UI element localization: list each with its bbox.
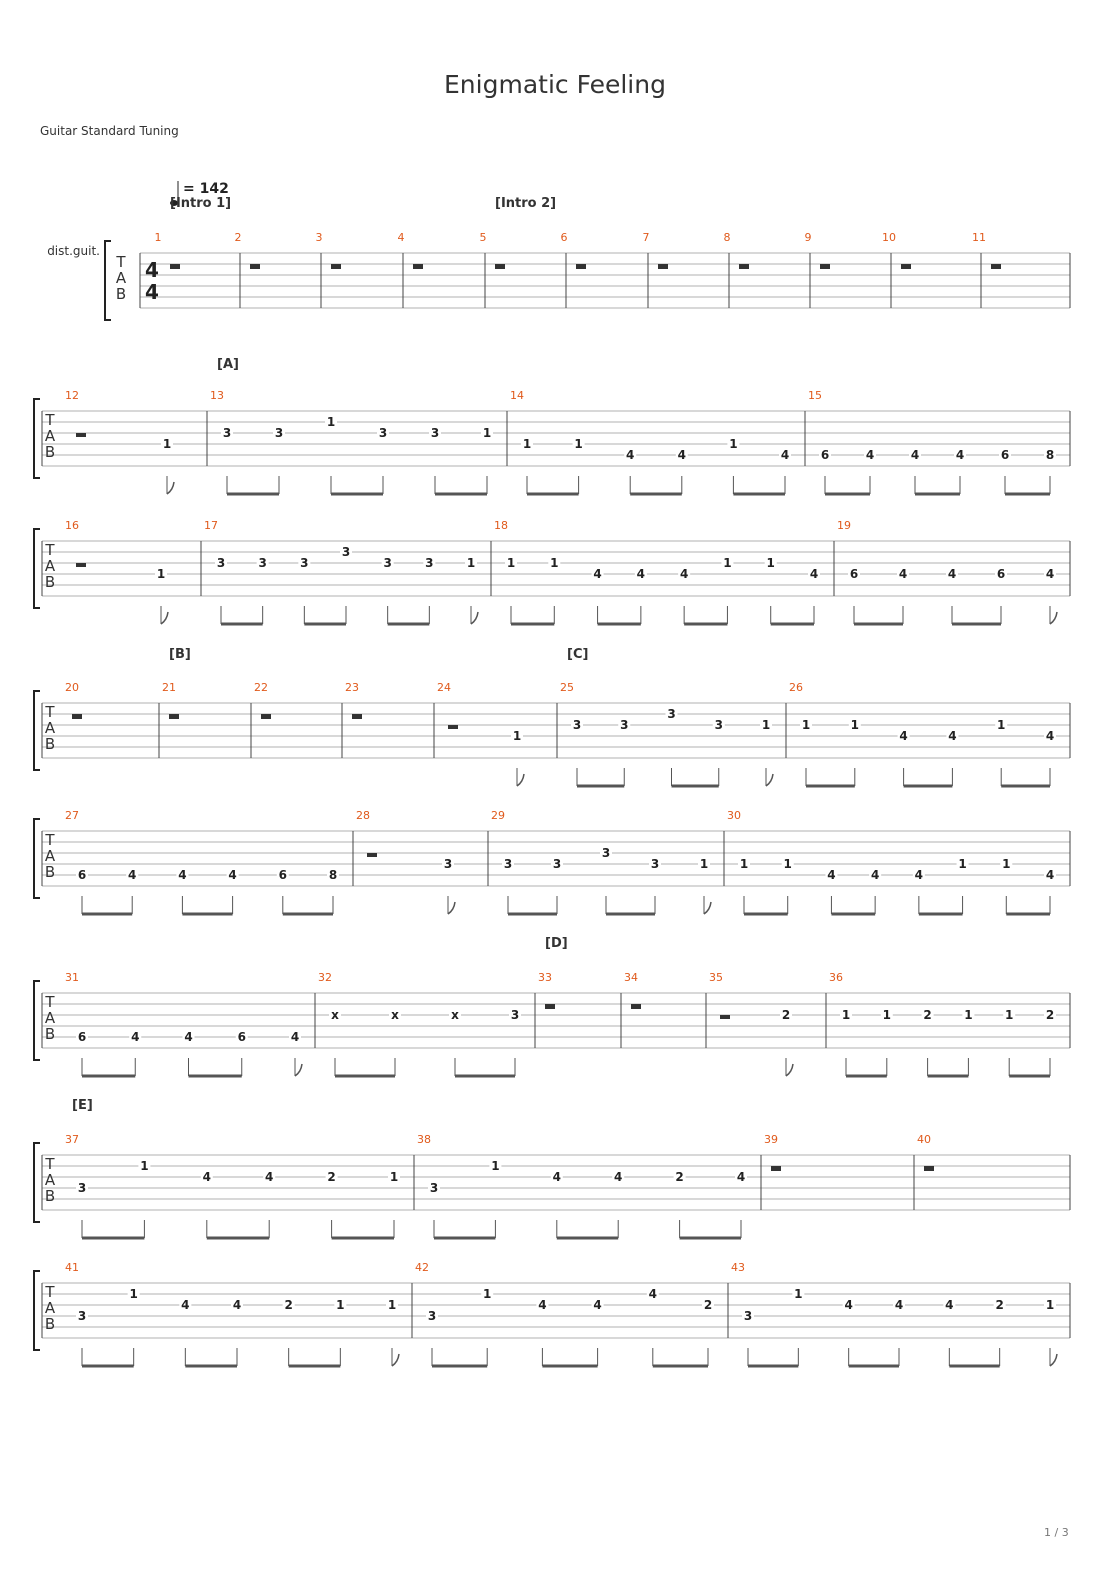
tab-clef-letter: A xyxy=(44,1299,56,1317)
section-label: [D] xyxy=(545,936,568,951)
fret-number: 3 xyxy=(430,426,440,440)
system-bracket xyxy=(34,1143,40,1222)
measure-number: 16 xyxy=(65,519,79,532)
song-title: Enigmatic Feeling xyxy=(444,70,666,99)
measure-number: 9 xyxy=(804,231,812,244)
fret-number: 3 xyxy=(258,556,267,570)
whole-rest xyxy=(331,264,341,269)
fret-number: 1 xyxy=(512,729,522,743)
fret-number: 3 xyxy=(503,857,513,871)
whole-rest xyxy=(771,1166,781,1171)
fret-number: 4 xyxy=(593,567,602,581)
fret-number: 1 xyxy=(483,1287,492,1301)
fret-number: 6 xyxy=(1000,448,1010,462)
measure-number: 15 xyxy=(808,389,822,402)
system-bracket xyxy=(34,529,40,608)
fret-number: 3 xyxy=(77,1309,87,1323)
tab-clef-letter: T xyxy=(45,703,55,721)
section-label: [Intro 1] xyxy=(170,196,232,211)
fret-number: 2 xyxy=(327,1170,336,1184)
fret-number: 1 xyxy=(841,1008,851,1022)
measure-number: 3 xyxy=(315,231,323,244)
instrument-name: dist.guit. xyxy=(47,244,100,258)
fret-number: 4 xyxy=(955,448,965,462)
fret-number: 4 xyxy=(1045,567,1055,581)
whole-rest xyxy=(658,264,668,269)
tab-clef-letter: B xyxy=(44,863,56,881)
fret-number: 2 xyxy=(995,1298,1004,1312)
fret-number: 1 xyxy=(964,1008,973,1022)
measure-number: 40 xyxy=(917,1133,931,1146)
whole-rest xyxy=(495,264,505,269)
fret-number: 4 xyxy=(947,567,957,581)
tab-clef-letter: A xyxy=(44,557,56,575)
section-label: [E] xyxy=(72,1098,93,1113)
fret-number: 4 xyxy=(899,729,908,743)
fret-number: 4 xyxy=(202,1170,211,1184)
tab-clef-letter: A xyxy=(44,1009,56,1027)
fret-number: 1 xyxy=(162,437,172,451)
fret-number: 3 xyxy=(427,1309,437,1323)
system-bracket xyxy=(105,241,111,320)
measure-number: 1 xyxy=(154,231,162,244)
whole-rest xyxy=(576,264,586,269)
measure-number: 22 xyxy=(254,681,268,694)
fret-number: 4 xyxy=(870,868,880,882)
measure-number: 43 xyxy=(731,1261,745,1274)
measure-number: 41 xyxy=(65,1261,79,1274)
whole-rest xyxy=(820,264,830,269)
fret-number: 1 xyxy=(958,857,967,871)
fret-number: 1 xyxy=(482,426,492,440)
fret-number: 4 xyxy=(593,1298,602,1312)
fret-number: 6 xyxy=(237,1030,246,1044)
fret-number: x xyxy=(391,1008,399,1022)
measure-number: 30 xyxy=(727,809,741,822)
measure-number: 33 xyxy=(538,971,552,984)
fret-number: 2 xyxy=(1045,1008,1055,1022)
fret-number: 4 xyxy=(1045,729,1055,743)
system-bracket xyxy=(34,981,40,1060)
tab-clef-letter: T xyxy=(45,1155,55,1173)
fret-number: 3 xyxy=(77,1181,87,1195)
tab-system xyxy=(34,1098,1070,1238)
fret-number: 4 xyxy=(827,868,836,882)
fret-number: 3 xyxy=(552,857,562,871)
measure-number: 6 xyxy=(560,231,568,244)
measure-number: 4 xyxy=(397,231,405,244)
whole-rest xyxy=(352,714,362,719)
fret-number: 3 xyxy=(274,426,284,440)
whole-rest xyxy=(261,714,271,719)
tab-clef-letter: A xyxy=(44,847,56,865)
fret-number: 3 xyxy=(572,718,582,732)
fret-number: 4 xyxy=(809,567,819,581)
fret-number: 4 xyxy=(131,1030,140,1044)
whole-rest xyxy=(545,1004,555,1009)
fret-number: 3 xyxy=(667,707,676,721)
section-label: [C] xyxy=(567,647,589,662)
fret-number: 3 xyxy=(601,846,611,860)
measure-number: 37 xyxy=(65,1133,79,1146)
measure-number: 38 xyxy=(417,1133,431,1146)
fret-number: x xyxy=(331,1008,339,1022)
fret-number: 1 xyxy=(389,1170,399,1184)
fret-number: 1 xyxy=(336,1298,345,1312)
fret-number: 4 xyxy=(614,1170,623,1184)
fret-number: 3 xyxy=(620,718,629,732)
measure-number: 13 xyxy=(210,389,224,402)
time-signature-top: 4 xyxy=(145,258,159,282)
tab-system xyxy=(47,181,1070,320)
whole-rest xyxy=(169,714,179,719)
fret-number: 6 xyxy=(849,567,859,581)
fret-number: 1 xyxy=(140,1159,149,1173)
fret-number: 4 xyxy=(128,868,137,882)
tab-clef-letter: B xyxy=(44,443,56,461)
tab-system xyxy=(34,936,1070,1076)
measure-number: 7 xyxy=(642,231,650,244)
section-label: [Intro 2] xyxy=(495,196,557,211)
note-flag xyxy=(295,1064,302,1076)
fret-number: 2 xyxy=(703,1298,713,1312)
fret-number: 6 xyxy=(820,448,830,462)
fret-number: 4 xyxy=(945,1298,954,1312)
measure-number: 5 xyxy=(479,231,487,244)
fret-number: 4 xyxy=(677,448,686,462)
measure-number: 2 xyxy=(234,231,242,244)
fret-number: 4 xyxy=(178,868,187,882)
fret-number: 3 xyxy=(714,718,723,732)
tab-clef-letter: A xyxy=(115,269,127,287)
note-flag xyxy=(161,612,168,624)
measure-number: 10 xyxy=(882,231,896,244)
whole-rest xyxy=(631,1004,641,1009)
fret-number: 8 xyxy=(328,868,338,882)
measure-number: 25 xyxy=(560,681,574,694)
fret-number: 4 xyxy=(910,448,920,462)
note-flag xyxy=(471,612,478,624)
tab-clef-letter: B xyxy=(44,1315,56,1333)
measure-number: 34 xyxy=(624,971,638,984)
fret-number: 1 xyxy=(550,556,559,570)
fret-number: 4 xyxy=(780,448,790,462)
fret-number: 1 xyxy=(491,1159,500,1173)
fret-number: 2 xyxy=(923,1008,932,1022)
measure-number: 19 xyxy=(837,519,851,532)
fret-number: 4 xyxy=(1045,868,1055,882)
fret-number: 3 xyxy=(300,556,309,570)
rest xyxy=(448,725,458,729)
measure-number: 23 xyxy=(345,681,359,694)
tab-clef-letter: A xyxy=(44,1171,56,1189)
fret-number: 1 xyxy=(997,718,1006,732)
measure-number: 8 xyxy=(723,231,731,244)
measure-number: 21 xyxy=(162,681,176,694)
fret-number: 4 xyxy=(626,448,635,462)
fret-number: 3 xyxy=(650,857,660,871)
fret-number: 3 xyxy=(216,556,226,570)
fret-number: 4 xyxy=(948,729,957,743)
note-flag xyxy=(704,902,711,914)
system-bracket xyxy=(34,399,40,478)
fret-number: 1 xyxy=(466,556,476,570)
whole-rest xyxy=(901,264,911,269)
system-bracket xyxy=(34,1271,40,1350)
whole-rest xyxy=(72,714,82,719)
fret-number: 4 xyxy=(636,567,646,581)
fret-number: 4 xyxy=(914,868,924,882)
measure-number: 42 xyxy=(415,1261,429,1274)
fret-number: 3 xyxy=(429,1181,439,1195)
fret-number: 1 xyxy=(761,718,771,732)
tab-system xyxy=(34,519,1070,624)
tab-clef-letter: T xyxy=(45,411,55,429)
fret-number: 1 xyxy=(729,437,738,451)
whole-rest xyxy=(413,264,423,269)
fret-number: 1 xyxy=(794,1287,803,1301)
measure-number: 17 xyxy=(204,519,218,532)
fret-number: x xyxy=(451,1008,459,1022)
page-number: 1 / 3 xyxy=(1044,1526,1069,1539)
fret-number: 1 xyxy=(850,718,859,732)
tab-system xyxy=(34,357,1070,494)
fret-number: 4 xyxy=(232,1298,242,1312)
fret-number: 1 xyxy=(387,1298,397,1312)
fret-number: 3 xyxy=(425,556,434,570)
rest xyxy=(720,1015,730,1019)
fret-number: 1 xyxy=(1005,1008,1014,1022)
fret-number: 4 xyxy=(648,1287,657,1301)
whole-rest xyxy=(250,264,260,269)
fret-number: 1 xyxy=(766,556,775,570)
fret-number: 3 xyxy=(341,545,351,559)
whole-rest xyxy=(924,1166,934,1171)
fret-number: 1 xyxy=(882,1008,891,1022)
fret-number: 1 xyxy=(156,567,166,581)
tab-clef-letter: B xyxy=(115,285,127,303)
fret-number: 1 xyxy=(723,556,732,570)
fret-number: 4 xyxy=(181,1298,190,1312)
fret-number: 2 xyxy=(781,1008,791,1022)
section-label: [A] xyxy=(217,357,239,372)
tab-clef-letter: B xyxy=(44,735,56,753)
tab-system xyxy=(34,809,1070,914)
tab-clef-letter: A xyxy=(44,427,56,445)
tab-clef-letter: T xyxy=(45,993,55,1011)
note-flag xyxy=(517,774,524,786)
tab-clef-letter: B xyxy=(44,573,56,591)
system-bracket xyxy=(34,819,40,898)
tab-clef-letter: T xyxy=(45,541,55,559)
fret-number: 4 xyxy=(844,1298,853,1312)
fret-number: 4 xyxy=(184,1030,193,1044)
fret-number: 1 xyxy=(326,415,336,429)
rest xyxy=(76,433,86,437)
time-signature-bottom: 4 xyxy=(145,280,159,304)
measure-number: 12 xyxy=(65,389,79,402)
tab-clef-letter: T xyxy=(45,831,55,849)
fret-number: 1 xyxy=(574,437,583,451)
fret-number: 2 xyxy=(675,1170,684,1184)
tab-system xyxy=(34,647,1070,786)
measure-number: 28 xyxy=(356,809,370,822)
fret-number: 3 xyxy=(222,426,232,440)
measure-number: 14 xyxy=(510,389,524,402)
whole-rest xyxy=(739,264,749,269)
note-flag xyxy=(1050,612,1057,624)
fret-number: 3 xyxy=(443,857,453,871)
fret-number: 6 xyxy=(77,868,87,882)
note-flag xyxy=(448,902,455,914)
fret-number: 1 xyxy=(506,556,516,570)
measure-number: 31 xyxy=(65,971,79,984)
tempo-marking: = 142 xyxy=(183,181,229,197)
tab-clef-letter: T xyxy=(45,1283,55,1301)
note-flag xyxy=(786,1064,793,1076)
fret-number: 3 xyxy=(378,426,388,440)
whole-rest xyxy=(170,264,180,269)
section-label: [B] xyxy=(169,647,191,662)
measure-number: 35 xyxy=(709,971,723,984)
note-flag xyxy=(167,482,174,494)
measure-number: 20 xyxy=(65,681,79,694)
tab-clef-letter: B xyxy=(44,1187,56,1205)
fret-number: 2 xyxy=(284,1298,293,1312)
fret-number: 3 xyxy=(743,1309,753,1323)
fret-number: 1 xyxy=(783,857,792,871)
measure-number: 27 xyxy=(65,809,79,822)
measure-number: 39 xyxy=(764,1133,778,1146)
measure-number: 18 xyxy=(494,519,508,532)
fret-number: 1 xyxy=(739,857,749,871)
note-flag xyxy=(766,774,773,786)
tab-clef-letter: B xyxy=(44,1025,56,1043)
fret-number: 4 xyxy=(736,1170,746,1184)
measure-number: 26 xyxy=(789,681,803,694)
fret-number: 6 xyxy=(77,1030,87,1044)
fret-number: 1 xyxy=(522,437,532,451)
fret-number: 6 xyxy=(996,567,1006,581)
measure-number: 29 xyxy=(491,809,505,822)
rest xyxy=(76,563,86,567)
fret-number: 1 xyxy=(1002,857,1011,871)
fret-number: 4 xyxy=(228,868,237,882)
measure-number: 32 xyxy=(318,971,332,984)
fret-number: 4 xyxy=(679,567,689,581)
tab-clef-letter: A xyxy=(44,719,56,737)
fret-number: 4 xyxy=(552,1170,561,1184)
fret-number: 3 xyxy=(510,1008,520,1022)
tuning-label: Guitar Standard Tuning xyxy=(40,124,179,138)
fret-number: 1 xyxy=(699,857,709,871)
fret-number: 4 xyxy=(894,1298,904,1312)
fret-number: 8 xyxy=(1045,448,1055,462)
measure-number: 11 xyxy=(972,231,986,244)
fret-number: 4 xyxy=(865,448,875,462)
fret-number: 4 xyxy=(290,1030,300,1044)
fret-number: 1 xyxy=(1045,1298,1055,1312)
whole-rest xyxy=(991,264,1001,269)
fret-number: 4 xyxy=(538,1298,547,1312)
measure-number: 24 xyxy=(437,681,451,694)
fret-number: 4 xyxy=(898,567,908,581)
tab-clef-letter: T xyxy=(116,253,126,271)
note-flag xyxy=(1050,1354,1057,1366)
fret-number: 1 xyxy=(129,1287,138,1301)
tab-system xyxy=(34,1261,1070,1366)
rest xyxy=(367,853,377,857)
fret-number: 6 xyxy=(278,868,287,882)
fret-number: 4 xyxy=(265,1170,274,1184)
fret-number: 3 xyxy=(383,556,392,570)
note-flag xyxy=(392,1354,399,1366)
measure-number: 36 xyxy=(829,971,843,984)
fret-number: 1 xyxy=(801,718,811,732)
system-bracket xyxy=(34,691,40,770)
